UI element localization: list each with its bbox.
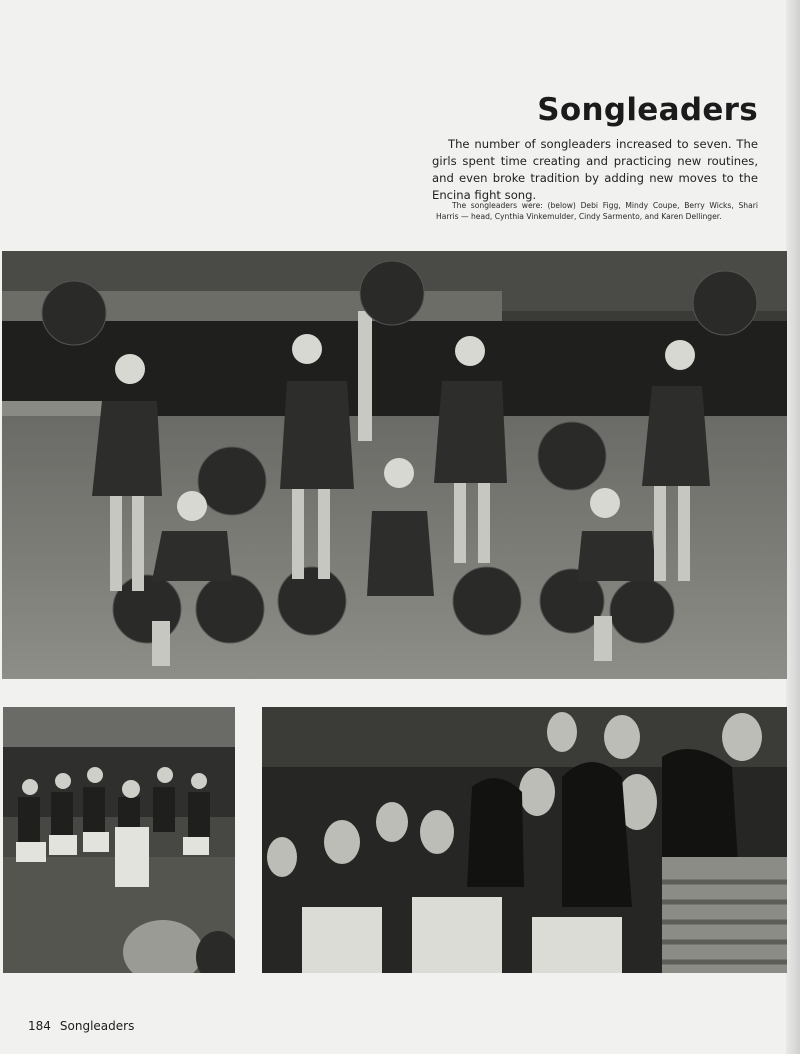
- page-number: 184: [28, 1019, 51, 1033]
- dancers-in-gym-photo: [3, 707, 235, 973]
- intro-paragraph: The number of songleaders increased to seven. The girls spent time creating and practicing new routines, and even broke tradition by adding new moves to the Encina fight song.: [432, 137, 758, 202]
- crowd-cheering-photo: [262, 707, 787, 973]
- photo-caption: The songleaders were: (below) Debi Figg, Mindy Coupe, Berry Wicks, Shari Harris — head, Cynthia Vinkemulder, Cindy Sarmento, and Karen Dellinger.: [436, 201, 758, 221]
- page-footer: [28, 1019, 134, 1033]
- songleaders-group-photo: [2, 251, 787, 679]
- section-name: Songleaders: [59, 1019, 135, 1033]
- page-title: Songleaders: [537, 92, 758, 128]
- page-edge: [786, 0, 800, 1054]
